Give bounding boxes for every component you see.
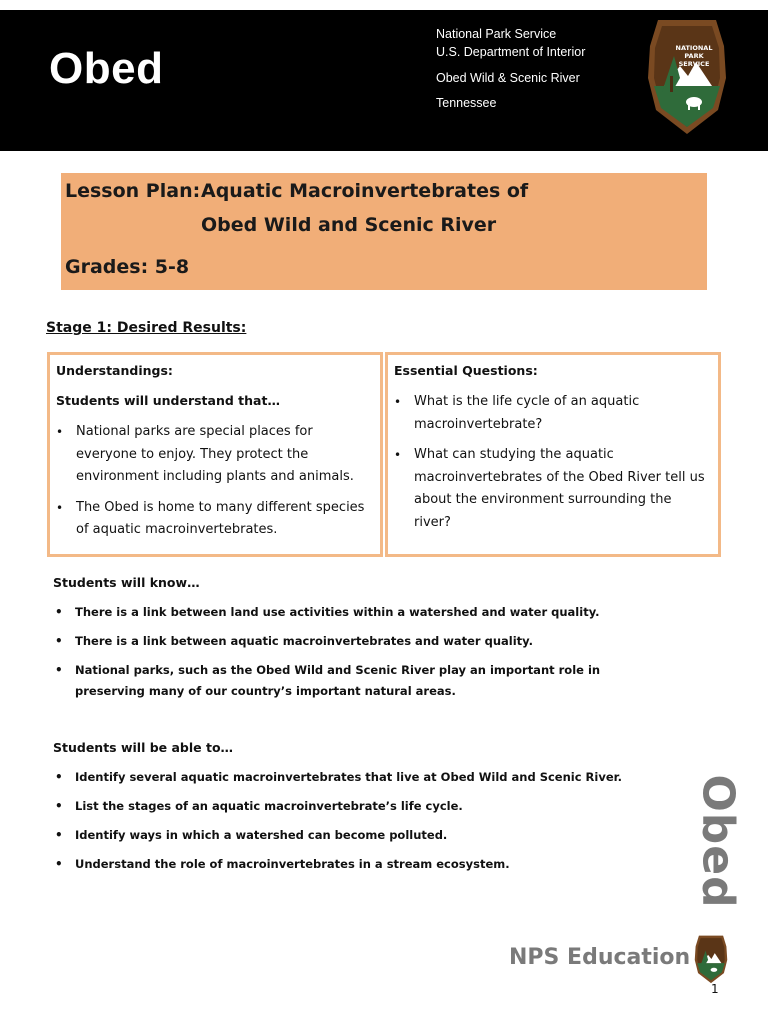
lesson-title-line2: Obed Wild and Scenic River <box>201 214 497 236</box>
understandings-box <box>47 352 383 557</box>
understandings-subheading: Students will understand that… <box>56 393 280 408</box>
list-item: • National parks, such as the Obed Wild and Scenic River play an important role in preserving many of our country’s important natural areas. <box>51 660 671 702</box>
agency-line: National Park Service <box>436 27 557 41</box>
list-item: • There is a link between aquatic macroinvertebrates and water quality. <box>51 631 671 652</box>
lesson-title-line1: Aquatic Macroinvertebrates of <box>201 180 529 202</box>
agency-line: U.S. Department of Interior <box>436 45 586 59</box>
list-item: • Identify ways in which a watershed can become polluted. <box>51 825 671 846</box>
vertical-word: Obed <box>692 773 744 909</box>
able-list <box>51 767 671 883</box>
emblem-text: SERVICE <box>678 60 710 68</box>
understandings-list <box>52 421 374 550</box>
emblem-text: NATIONAL <box>675 44 713 52</box>
able-heading: Students will be able to… <box>53 740 234 755</box>
site-title: Obed <box>49 44 164 93</box>
understandings-heading: Understandings: <box>56 363 173 378</box>
page-number: 1 <box>711 982 719 996</box>
list-item: • Understand the role of macroinvertebrates in a stream ecosystem. <box>51 854 671 875</box>
list-item: • National parks are special places for everyone to enjoy. They protect the environment including plants and animals. <box>52 421 374 489</box>
know-list <box>51 602 671 710</box>
list-item: • Identify several aquatic macroinvertebrates that live at Obed Wild and Scenic River. <box>51 767 671 788</box>
list-item: • There is a link between land use activities within a watershed and water quality. <box>51 602 671 623</box>
list-item: • List the stages of an aquatic macroinvertebrate’s life cycle. <box>51 796 671 817</box>
grades-label: Grades: 5-8 <box>65 256 190 278</box>
stage-heading: Stage 1: Desired Results: <box>46 320 247 336</box>
essential-questions-box <box>385 352 721 557</box>
agency-line: Tennessee <box>436 96 497 110</box>
agency-line: Obed Wild & Scenic River <box>436 71 580 85</box>
lesson-plan-label: Lesson Plan: <box>65 180 201 202</box>
emblem-text: PARK <box>684 52 704 60</box>
list-item: • What can studying the aquatic macroinvertebrates of the Obed River tell us about the environment surrounding the river? <box>390 444 712 534</box>
nps-arrowhead-logo <box>644 16 730 136</box>
essential-questions-list <box>390 391 712 542</box>
nps-education-label: NPS Education <box>509 945 691 970</box>
essential-questions-heading: Essential Questions: <box>394 363 538 378</box>
vertical-obed-text <box>692 750 744 932</box>
lesson-title-box <box>61 173 707 290</box>
know-heading: Students will know… <box>53 575 200 590</box>
nps-arrowhead-small-icon <box>690 934 732 984</box>
list-item: • What is the life cycle of an aquatic macroinvertebrate? <box>390 391 712 436</box>
list-item: • The Obed is home to many different species of aquatic macroinvertebrates. <box>52 497 374 542</box>
